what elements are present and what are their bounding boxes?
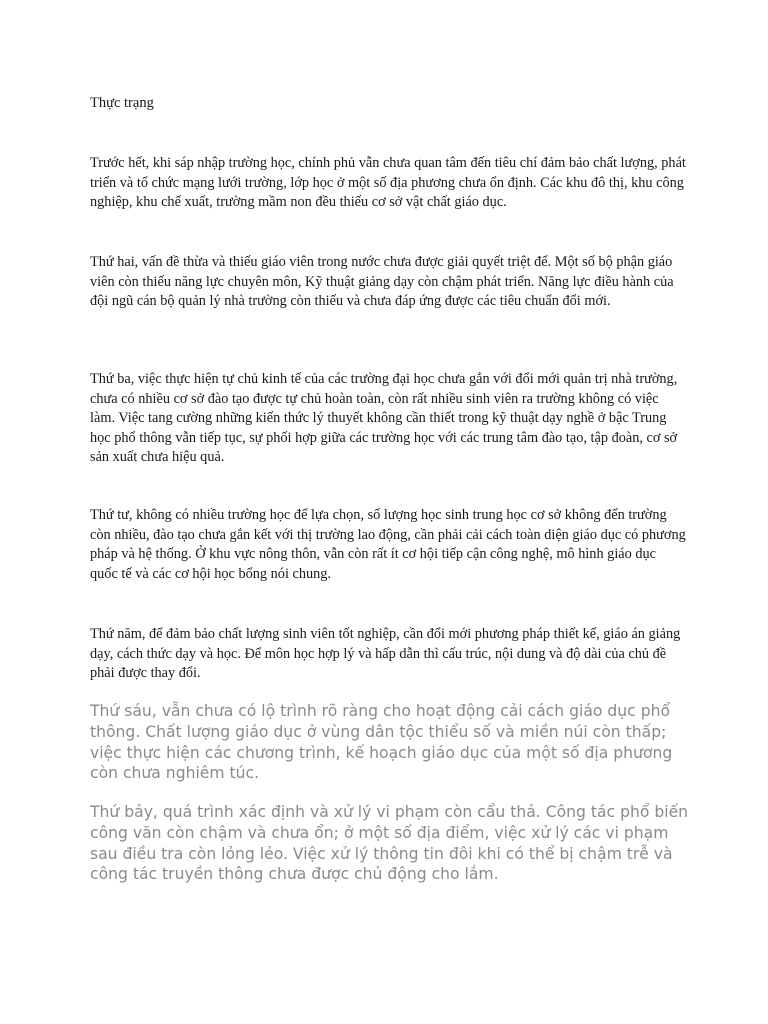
paragraph-4: Thứ tư, không có nhiều trường học để lựa chọn, số lượng học sinh trung học cơ sở không đến trường còn nhiều, đào tạo chưa gắn kết với thị trường lao động, cần phải cải cách toàn diện giáo dục có phương pháp và hệ thống. Ở khu vực nông thôn, vẫn còn rất ít cơ hội tiếp cận công nghệ, mô hình giáo dục quốc tế và các cơ hội học bổng nói chung. — [90, 507, 686, 582]
paragraph-6: Thứ sáu, vẫn chưa có lộ trình rõ ràng cho hoạt động cải cách giáo dục phổ thông. Chất lượng giáo dục ở vùng dân tộc thiểu số và miền núi còn thấp; việc thực hiện các chương trình, kế hoạch giáo dục của một số địa phương còn chưa nghiêm túc. — [90, 702, 673, 783]
paragraph-7: Thứ bảy, quá trình xác định và xử lý vi phạm còn cẩu thả. Công tác phổ biến công văn còn chậm và chưa ổn; ở một số địa điểm, việc xử lý các vi phạm sau điều tra còn lỏng lẻo. Việc xử lý thông tin đôi khi có thể bị chậm trễ và công tác truyền thông chưa được chủ động cho lắm. — [90, 803, 689, 884]
paragraph-5: Thứ năm, để đảm bảo chất lượng sinh viên tốt nghiệp, cần đổi mới phương pháp thiết kế, giáo án giảng dạy, cách thức dạy và học. Để môn học hợp lý và hấp dẫn thì cấu trúc, nội dung và độ dài của chủ đề phải được thay đổi. — [90, 626, 681, 681]
paragraph-2: Thứ hai, vấn đề thừa và thiếu giáo viên trong nước chưa được giải quyết triệt để. Một số bộ phận giáo viên còn thiếu năng lực chuyên môn, Kỹ thuật giảng dạy còn chậm phát triển. Năng lực điều hành của đội ngũ cán bộ quản lý nhà trường còn thiếu và chưa đáp ứng được các tiêu chuẩn đổi mới. — [90, 254, 674, 309]
paragraph-1: Trước hết, khi sáp nhập trường học, chính phủ vẫn chưa quan tâm đến tiêu chí đảm bảo chất lượng, phát triển và tổ chức mạng lưới trường, lớp học ở một số địa phương chưa ổn định. Các khu đô thị, khu công nghiệp, khu chế xuất, trường mầm non đều thiếu cơ sở vật chất giáo dục. — [90, 155, 686, 210]
document-heading: Thực trạng — [90, 95, 154, 111]
paragraph-3: Thứ ba, việc thực hiện tự chủ kinh tế của các trường đại học chưa gắn với đổi mới quản trị nhà trường, chưa có nhiều cơ sở đào tạo được tự chủ hoàn toàn, còn rất nhiều sinh viên ra trường không có việc làm. Việc tang cường những kiến thức lý thuyết không cần thiết trong kỹ thuật dạy nghề ở bậc Trung học phổ thông vẫn tiếp tục, sự phối hợp giữa các trường học với các trung tâm đào tạo, tập đoàn, cơ sở sản xuất chưa hiệu quả. — [90, 371, 678, 465]
